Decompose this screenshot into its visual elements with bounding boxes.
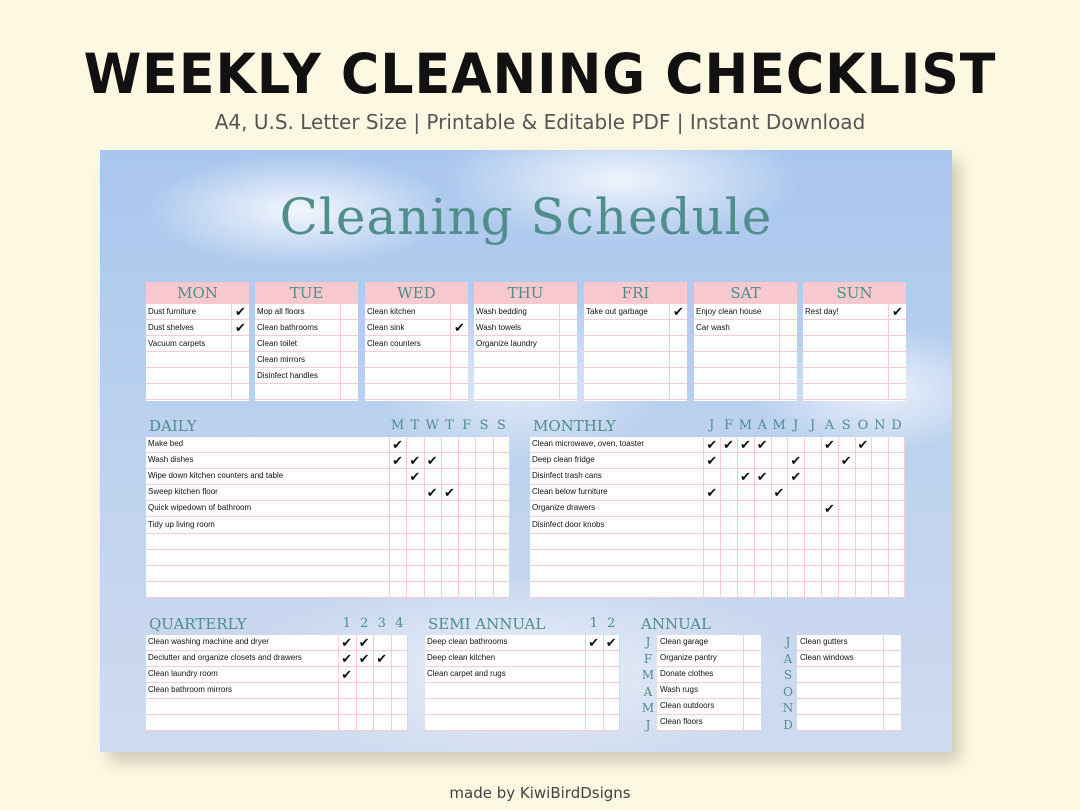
day-task-label: Dust furniture bbox=[148, 307, 197, 316]
monthly-column-label: D bbox=[891, 418, 902, 433]
monthly-row[interactable]: Disinfect trash cans bbox=[530, 469, 905, 485]
day-task-row[interactable] bbox=[803, 336, 906, 352]
checkmark[interactable]: ✔ bbox=[409, 469, 421, 485]
day-task-label: Clean kitchen bbox=[367, 307, 416, 316]
checkmark[interactable]: ✔ bbox=[443, 485, 455, 501]
credit-line: made by KiwiBirdDsigns bbox=[449, 784, 631, 802]
day-heading: FRI bbox=[584, 282, 687, 304]
grid-divider bbox=[493, 437, 494, 598]
day-task-checkbox[interactable] bbox=[450, 368, 468, 384]
quarterly bbox=[146, 635, 408, 731]
quarterly-column-label: 3 bbox=[377, 616, 386, 631]
annual-left bbox=[657, 635, 761, 731]
monthly-row[interactable]: Clean microwave, oven, toaster bbox=[530, 437, 905, 453]
day-task-checkbox[interactable] bbox=[340, 320, 358, 336]
semi-annual-column-label: 1 bbox=[589, 616, 598, 631]
annual-left-row[interactable]: Organize pantry bbox=[657, 651, 761, 667]
checkmark[interactable]: ✔ bbox=[358, 651, 370, 666]
day-card-tue bbox=[255, 282, 358, 401]
grid-divider bbox=[338, 635, 339, 731]
grid-divider bbox=[888, 437, 889, 598]
day-task-row[interactable] bbox=[584, 384, 687, 400]
monthly-row[interactable]: Organize drawers bbox=[530, 501, 905, 517]
day-card-sun bbox=[803, 282, 906, 401]
day-task-label: Take out garbage bbox=[586, 307, 648, 316]
monthly-column-label: M bbox=[772, 418, 786, 433]
day-task-row[interactable] bbox=[474, 304, 577, 320]
semi-annual-row[interactable] bbox=[425, 715, 620, 731]
checkmark[interactable]: ✔ bbox=[341, 635, 353, 650]
grid-divider bbox=[871, 437, 872, 598]
annual-left-month-label: J bbox=[645, 717, 651, 732]
grid-divider bbox=[720, 437, 721, 598]
grid-divider bbox=[737, 437, 738, 598]
grid-divider bbox=[754, 437, 755, 598]
day-task-checkbox[interactable] bbox=[669, 384, 687, 400]
day-task-label: Clean toilet bbox=[257, 339, 298, 348]
grid-divider bbox=[475, 437, 476, 598]
grid-divider bbox=[787, 437, 788, 598]
daily-row[interactable]: Wash dishes bbox=[146, 453, 510, 469]
checkmark[interactable]: ✔ bbox=[706, 485, 718, 501]
daily-column-label: S bbox=[479, 418, 489, 433]
day-task-checkbox[interactable] bbox=[888, 368, 906, 384]
monthly-row[interactable]: Deep clean fridge bbox=[530, 453, 905, 469]
day-task-checkbox[interactable] bbox=[559, 352, 577, 368]
annual-right bbox=[797, 635, 901, 731]
grid-divider bbox=[424, 437, 425, 598]
checkmark[interactable]: ✔ bbox=[857, 437, 869, 452]
cleaning-schedule-sheet bbox=[100, 150, 952, 752]
day-card-thu bbox=[474, 282, 577, 401]
daily-column-label: W bbox=[425, 418, 439, 433]
day-heading: SUN bbox=[803, 282, 906, 304]
daily-row[interactable] bbox=[146, 550, 510, 566]
day-task-checkbox[interactable] bbox=[450, 336, 468, 352]
quarterly-row[interactable]: Clean laundry room bbox=[146, 667, 408, 683]
day-task-row[interactable] bbox=[474, 352, 577, 368]
quarterly-row[interactable]: Clean bathroom mirrors bbox=[146, 683, 408, 699]
day-task-checkbox[interactable] bbox=[669, 336, 687, 352]
day-task-row[interactable] bbox=[365, 384, 468, 400]
checkmark[interactable]: ✔ bbox=[823, 501, 835, 517]
daily-column-label: M bbox=[390, 418, 405, 433]
grid-divider bbox=[743, 635, 744, 731]
day-task-checkbox[interactable] bbox=[231, 352, 249, 368]
grid-divider bbox=[703, 437, 704, 598]
day-task-label: Dust shelves bbox=[148, 323, 194, 332]
grid-divider bbox=[407, 635, 408, 731]
annual-right-row[interactable]: Clean gutters bbox=[797, 635, 901, 651]
daily-column-label: F bbox=[462, 418, 472, 433]
semi-annual-row[interactable]: Deep clean bathrooms bbox=[425, 635, 620, 651]
annual-left-row[interactable]: Wash rugs bbox=[657, 683, 761, 699]
day-task-checkbox[interactable] bbox=[231, 384, 249, 400]
monthly-column-label: F bbox=[724, 418, 734, 433]
day-task-checkbox[interactable] bbox=[559, 384, 577, 400]
daily-column-label: T bbox=[410, 418, 420, 433]
day-heading: THU bbox=[474, 282, 577, 304]
annual-right-row[interactable] bbox=[797, 699, 901, 715]
day-task-checkbox[interactable] bbox=[779, 384, 797, 400]
monthly-column-label: N bbox=[874, 418, 886, 433]
checkmark[interactable]: ✔ bbox=[790, 453, 802, 469]
checkmark[interactable]: ✔ bbox=[426, 485, 438, 501]
monthly-column-label: S bbox=[841, 418, 851, 433]
annual-right-row[interactable] bbox=[797, 683, 901, 699]
monthly-column-label: J bbox=[709, 418, 715, 433]
grid-divider bbox=[373, 635, 374, 731]
checkmark[interactable]: ✔ bbox=[588, 635, 600, 650]
semi-annual bbox=[425, 635, 620, 731]
grid-divider bbox=[389, 437, 390, 598]
monthly-column-label: A bbox=[824, 418, 835, 433]
annual-right-month-label: N bbox=[782, 701, 794, 715]
quarterly-column-label: 1 bbox=[342, 616, 351, 631]
day-task-row[interactable] bbox=[694, 368, 797, 384]
day-task-checkbox[interactable] bbox=[340, 304, 358, 320]
day-task-checkbox[interactable] bbox=[340, 368, 358, 384]
day-task-row[interactable] bbox=[584, 320, 687, 336]
monthly bbox=[530, 437, 905, 598]
checkmark[interactable]: ✔ bbox=[756, 437, 768, 452]
day-heading: SAT bbox=[694, 282, 797, 304]
grid-divider bbox=[838, 437, 839, 598]
day-task-label: Wash bedding bbox=[476, 307, 527, 316]
semi-annual-row[interactable] bbox=[425, 683, 620, 699]
day-task-row[interactable] bbox=[255, 336, 358, 352]
grid-divider bbox=[771, 437, 772, 598]
semi-annual-column-label: 2 bbox=[607, 616, 616, 631]
monthly-column-label: M bbox=[738, 418, 753, 433]
day-task-row[interactable] bbox=[255, 384, 358, 400]
sheet-title: Cleaning Schedule bbox=[279, 188, 773, 246]
annual-right-month-label: O bbox=[783, 684, 793, 699]
day-task-label: Enjoy clean house bbox=[696, 307, 762, 316]
day-task-row[interactable] bbox=[803, 368, 906, 384]
day-task-label: Car wash bbox=[696, 323, 730, 332]
day-heading: TUE bbox=[255, 282, 358, 304]
day-task-label: Rest day! bbox=[805, 307, 839, 316]
checkmark[interactable]: ✔ bbox=[426, 453, 438, 469]
day-task-checkbox[interactable]: ✔ bbox=[450, 320, 468, 336]
quarterly-row[interactable]: Clean washing machine and dryer bbox=[146, 635, 408, 651]
quarterly-row[interactable]: Declutter and organize closets and drawers bbox=[146, 651, 408, 667]
day-task-row[interactable] bbox=[584, 352, 687, 368]
checkmark[interactable]: ✔ bbox=[823, 437, 835, 452]
checkmark[interactable]: ✔ bbox=[739, 469, 751, 485]
day-task-row[interactable] bbox=[255, 320, 358, 336]
day-task-label: Mop all floors bbox=[257, 307, 305, 316]
quarterly-row[interactable] bbox=[146, 715, 408, 731]
monthly-row[interactable]: Clean below furniture bbox=[530, 485, 905, 501]
checkmark[interactable]: ✔ bbox=[392, 453, 403, 469]
daily-row[interactable]: Sweep kitchen floor bbox=[146, 485, 510, 501]
day-task-row[interactable] bbox=[146, 336, 249, 352]
annual-right-row[interactable] bbox=[797, 715, 901, 731]
annual-left-row[interactable]: Clean floors bbox=[657, 715, 761, 731]
day-task-row[interactable] bbox=[474, 320, 577, 336]
checkmark[interactable]: ✔ bbox=[376, 651, 388, 666]
annual-left-month-label: M bbox=[641, 701, 655, 715]
grid-divider bbox=[406, 437, 407, 598]
annual-right-row[interactable]: Clean windows bbox=[797, 651, 901, 667]
checkmark[interactable]: ✔ bbox=[773, 485, 785, 501]
monthly-column-label: J bbox=[793, 418, 799, 433]
daily-row[interactable]: Tidy up living room bbox=[146, 518, 510, 534]
day-card-sat bbox=[694, 282, 797, 401]
day-task-checkbox[interactable]: ✔ bbox=[888, 304, 906, 320]
grid-divider bbox=[356, 635, 357, 731]
day-task-checkbox[interactable] bbox=[340, 352, 358, 368]
monthly-title: MONTHLY bbox=[533, 417, 616, 435]
page-subtitle: A4, U.S. Letter Size | Printable & Editable PDF | Instant Download bbox=[214, 110, 866, 134]
checkmark[interactable]: ✔ bbox=[706, 453, 718, 469]
day-task-checkbox[interactable] bbox=[779, 304, 797, 320]
day-task-row[interactable] bbox=[584, 336, 687, 352]
day-task-label: Clean counters bbox=[367, 339, 421, 348]
annual-right-row[interactable] bbox=[797, 667, 901, 683]
day-task-row[interactable] bbox=[584, 304, 687, 320]
grid-divider bbox=[585, 635, 586, 731]
semi-annual-row[interactable]: Deep clean kitchen bbox=[425, 651, 620, 667]
day-task-checkbox[interactable] bbox=[669, 352, 687, 368]
monthly-row[interactable] bbox=[530, 566, 905, 582]
annual-left-row[interactable]: Clean garage bbox=[657, 635, 761, 651]
day-task-label: Clean sink bbox=[367, 323, 405, 332]
day-task-checkbox[interactable] bbox=[888, 320, 906, 336]
grid-divider bbox=[509, 437, 510, 598]
day-task-checkbox[interactable] bbox=[450, 384, 468, 400]
checkmark[interactable]: ✔ bbox=[341, 667, 353, 682]
daily-column-label: T bbox=[445, 418, 454, 433]
day-task-row[interactable] bbox=[365, 304, 468, 320]
day-task-row[interactable] bbox=[803, 304, 906, 320]
grid-divider bbox=[883, 635, 884, 731]
monthly-column-label: A bbox=[757, 418, 767, 433]
grid-divider bbox=[821, 437, 822, 598]
checkmark[interactable]: ✔ bbox=[756, 469, 768, 485]
day-task-checkbox[interactable]: ✔ bbox=[231, 320, 249, 336]
grid-divider bbox=[391, 635, 392, 731]
day-task-row[interactable] bbox=[474, 336, 577, 352]
daily-row[interactable] bbox=[146, 582, 510, 598]
day-task-checkbox[interactable] bbox=[340, 336, 358, 352]
monthly-row[interactable]: Disinfect door knobs bbox=[530, 518, 905, 534]
day-task-checkbox[interactable] bbox=[779, 320, 797, 336]
day-task-row[interactable] bbox=[694, 352, 797, 368]
checkmark[interactable]: ✔ bbox=[840, 453, 852, 469]
day-task-label: Organize laundry bbox=[476, 339, 537, 348]
annual-right-month-label: D bbox=[783, 717, 793, 732]
quarterly-column-label: 4 bbox=[395, 616, 404, 631]
day-task-row[interactable] bbox=[474, 368, 577, 384]
annual-title: ANNUAL bbox=[641, 615, 712, 633]
semi-annual-row[interactable]: Clean carpet and rugs bbox=[425, 667, 620, 683]
day-task-row[interactable] bbox=[694, 304, 797, 320]
quarterly-column-label: 2 bbox=[360, 616, 369, 631]
day-task-row[interactable] bbox=[255, 352, 358, 368]
day-task-checkbox[interactable] bbox=[559, 336, 577, 352]
day-task-checkbox[interactable] bbox=[669, 368, 687, 384]
day-task-checkbox[interactable] bbox=[779, 336, 797, 352]
day-task-row[interactable] bbox=[365, 336, 468, 352]
checkmark[interactable]: ✔ bbox=[409, 453, 421, 469]
checkmark[interactable]: ✔ bbox=[392, 437, 403, 452]
daily-row[interactable]: Quick wipedown of bathroom bbox=[146, 501, 510, 517]
day-card-wed bbox=[365, 282, 468, 401]
day-task-row[interactable] bbox=[474, 384, 577, 400]
daily-title: DAILY bbox=[149, 417, 197, 435]
day-task-label: Wash towels bbox=[476, 323, 522, 332]
day-task-row[interactable] bbox=[146, 384, 249, 400]
day-task-row[interactable] bbox=[255, 304, 358, 320]
day-task-checkbox[interactable] bbox=[340, 384, 358, 400]
checkmark[interactable]: ✔ bbox=[341, 651, 353, 666]
day-task-row[interactable] bbox=[146, 352, 249, 368]
day-task-row[interactable] bbox=[255, 368, 358, 384]
day-task-checkbox[interactable] bbox=[450, 352, 468, 368]
day-task-row[interactable] bbox=[365, 320, 468, 336]
day-task-checkbox[interactable] bbox=[559, 368, 577, 384]
day-task-checkbox[interactable] bbox=[559, 320, 577, 336]
grid-divider bbox=[441, 437, 442, 598]
checkmark[interactable]: ✔ bbox=[706, 437, 718, 452]
day-task-row[interactable] bbox=[803, 320, 906, 336]
grid-divider bbox=[855, 437, 856, 598]
daily bbox=[146, 437, 510, 598]
day-task-checkbox[interactable] bbox=[231, 336, 249, 352]
day-card-fri bbox=[584, 282, 687, 401]
annual-left-month-label: M bbox=[641, 668, 655, 682]
day-task-checkbox[interactable] bbox=[559, 304, 577, 320]
day-task-checkbox[interactable]: ✔ bbox=[669, 304, 687, 320]
daily-row[interactable] bbox=[146, 566, 510, 582]
page-headline: WEEKLY CLEANING CHECKLIST bbox=[83, 42, 997, 106]
day-task-checkbox[interactable] bbox=[888, 352, 906, 368]
grid-divider bbox=[458, 437, 459, 598]
day-task-checkbox[interactable] bbox=[888, 336, 906, 352]
day-task-checkbox[interactable] bbox=[450, 304, 468, 320]
monthly-column-label: O bbox=[857, 418, 869, 433]
day-heading: WED bbox=[365, 282, 468, 304]
day-task-checkbox[interactable] bbox=[669, 320, 687, 336]
day-task-label: Vacuum carpets bbox=[148, 339, 206, 348]
day-task-checkbox[interactable] bbox=[888, 384, 906, 400]
grid-divider bbox=[904, 437, 905, 598]
checkmark[interactable]: ✔ bbox=[358, 635, 370, 650]
monthly-row[interactable] bbox=[530, 534, 905, 550]
annual-left-month-label: J bbox=[645, 635, 651, 649]
day-task-row[interactable] bbox=[694, 320, 797, 336]
quarterly-row[interactable] bbox=[146, 699, 408, 715]
day-task-label: Disinfect handles bbox=[257, 371, 318, 380]
day-task-label: Clean bathrooms bbox=[257, 323, 318, 332]
day-task-row[interactable] bbox=[584, 368, 687, 384]
checkmark[interactable]: ✔ bbox=[790, 469, 802, 485]
annual-right-month-label: S bbox=[783, 668, 793, 682]
day-task-row[interactable] bbox=[694, 384, 797, 400]
day-task-row[interactable] bbox=[146, 368, 249, 384]
day-task-row[interactable] bbox=[803, 384, 906, 400]
day-task-row[interactable] bbox=[146, 304, 249, 320]
grid-divider bbox=[619, 635, 620, 731]
checkmark[interactable]: ✔ bbox=[723, 437, 735, 452]
annual-right-month-label: J bbox=[785, 635, 791, 649]
monthly-column-label: J bbox=[809, 418, 816, 433]
daily-row[interactable]: Wipe down kitchen counters and table bbox=[146, 469, 510, 485]
day-task-row[interactable] bbox=[365, 352, 468, 368]
monthly-row[interactable] bbox=[530, 582, 905, 598]
day-task-label: Clean mirrors bbox=[257, 355, 306, 364]
day-task-row[interactable] bbox=[694, 336, 797, 352]
annual-left-row[interactable]: Clean outdoors bbox=[657, 699, 761, 715]
annual-left-row[interactable]: Donate clothes bbox=[657, 667, 761, 683]
day-task-checkbox[interactable] bbox=[779, 352, 797, 368]
checkmark[interactable]: ✔ bbox=[739, 437, 751, 452]
day-task-row[interactable] bbox=[803, 352, 906, 368]
day-task-checkbox[interactable]: ✔ bbox=[231, 304, 249, 320]
day-task-checkbox[interactable] bbox=[231, 368, 249, 384]
quarterly-title: QUARTERLY bbox=[149, 615, 247, 633]
day-card-mon bbox=[146, 282, 249, 401]
annual-right-month-label: A bbox=[783, 651, 793, 666]
day-task-row[interactable] bbox=[365, 368, 468, 384]
annual-left-month-label: F bbox=[643, 651, 653, 666]
monthly-row[interactable] bbox=[530, 550, 905, 566]
day-heading: MON bbox=[146, 282, 249, 304]
annual-left-month-label: A bbox=[643, 684, 653, 699]
grid-divider bbox=[603, 635, 604, 731]
semi-annual-row[interactable] bbox=[425, 699, 620, 715]
daily-column-label: S bbox=[496, 418, 506, 433]
daily-row[interactable]: Make bed bbox=[146, 437, 510, 453]
day-task-checkbox[interactable] bbox=[779, 368, 797, 384]
checkmark[interactable]: ✔ bbox=[605, 635, 617, 650]
day-task-row[interactable] bbox=[146, 320, 249, 336]
semi-annual-title: SEMI ANNUAL bbox=[428, 615, 546, 633]
daily-row[interactable] bbox=[146, 534, 510, 550]
grid-divider bbox=[804, 437, 805, 598]
